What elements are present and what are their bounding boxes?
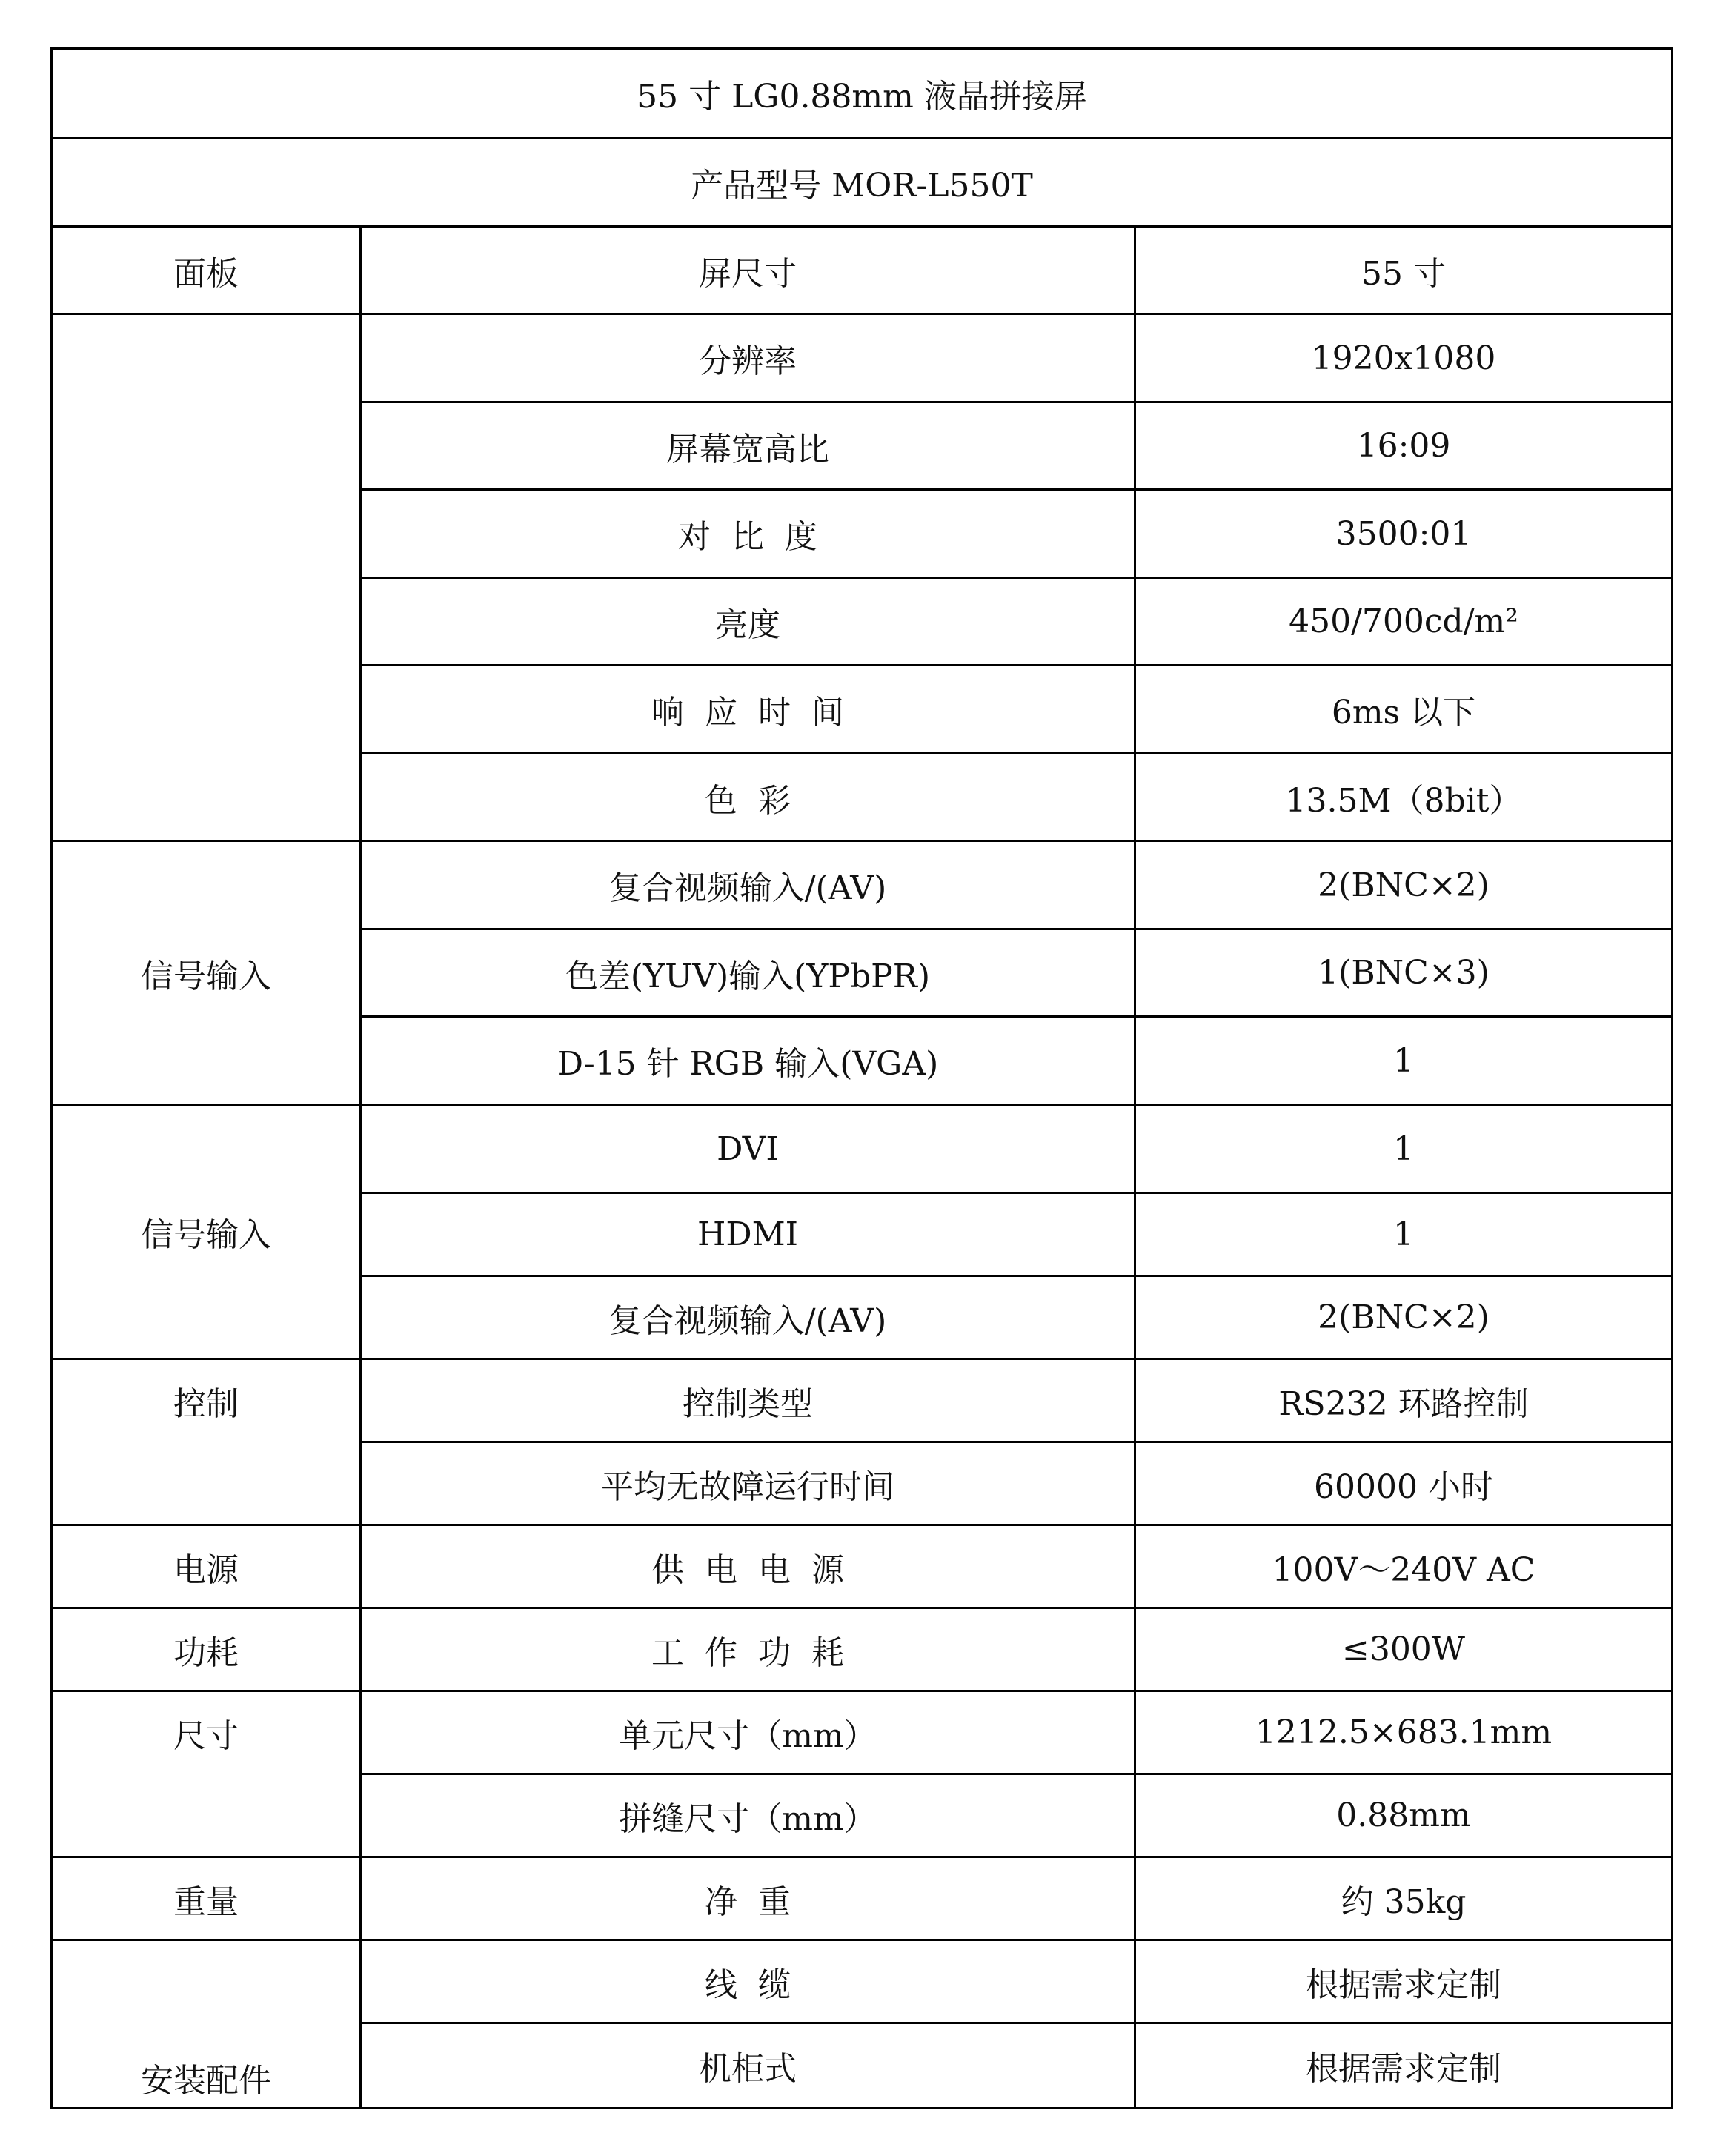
- group-label-signal-input: 信号输入: [141, 957, 271, 995]
- param-value: 0.88mm: [1336, 1797, 1471, 1834]
- param-name: 屏尺寸: [699, 254, 797, 293]
- param-value: ≤300W: [1341, 1631, 1466, 1668]
- param-value: 100V～240V AC: [1272, 1550, 1535, 1589]
- param-name: 复合视频输入/(AV): [608, 1301, 887, 1340]
- param-value: 1: [1393, 1041, 1414, 1080]
- param-name: 对 比 度: [678, 518, 817, 556]
- param-name: 线 缆: [705, 1966, 791, 2004]
- param-value: 16:09: [1356, 427, 1451, 465]
- product-model: 产品型号 MOR-L550T: [691, 167, 1033, 205]
- param-value: 1: [1393, 1130, 1414, 1168]
- param-value: 55 寸: [1361, 254, 1446, 293]
- param-name: 工 作 功 耗: [651, 1633, 844, 1672]
- param-name: 亮度: [715, 606, 780, 644]
- param-name: 平均无故障运行时间: [601, 1467, 894, 1506]
- param-value: 1212.5×683.1mm: [1255, 1714, 1553, 1751]
- param-value: 13.5M（8bit）: [1285, 781, 1522, 820]
- param-value: 450/700cd/m²: [1289, 603, 1518, 640]
- param-name: 拼缝尺寸（mm）: [619, 1800, 877, 1838]
- param-value: 根据需求定制: [1306, 2050, 1501, 2088]
- spec-table: [50, 47, 1673, 2109]
- param-name: 响 应 时 间: [651, 694, 844, 732]
- param-value: 2(BNC×2): [1318, 1298, 1490, 1336]
- group-label-weight: 重量: [173, 1883, 239, 1921]
- param-name: 净 重: [705, 1883, 791, 1921]
- param-value: 60000 小时: [1314, 1467, 1493, 1506]
- param-name: 屏幕宽高比: [666, 430, 829, 468]
- param-name: 控制类型: [683, 1384, 813, 1423]
- param-name: 色 彩: [705, 781, 791, 820]
- param-value: 根据需求定制: [1306, 1966, 1501, 2004]
- group-label-signal-input: 信号输入: [141, 1216, 271, 1254]
- param-value: RS232 环路控制: [1278, 1384, 1529, 1423]
- param-value: 约 35kg: [1341, 1883, 1467, 1921]
- param-name: 机柜式: [699, 2050, 797, 2088]
- param-name: D-15 针 RGB 输入(VGA): [557, 1045, 939, 1083]
- param-name: HDMI: [697, 1215, 799, 1253]
- param-name: 复合视频输入/(AV): [608, 869, 887, 907]
- group-label-panel: 面板: [173, 254, 239, 293]
- group-label-size: 尺寸: [173, 1716, 239, 1755]
- param-name: 分辨率: [699, 342, 797, 380]
- param-value: 1: [1393, 1215, 1414, 1253]
- param-value: 2(BNC×2): [1318, 866, 1490, 904]
- group-label-control: 控制: [173, 1384, 239, 1423]
- param-value: 1(BNC×3): [1318, 954, 1490, 992]
- param-name: 色差(YUV)输入(YPbPR): [565, 957, 931, 995]
- group-label-accessories: 安装配件: [141, 2062, 271, 2100]
- param-value: 1920x1080: [1311, 339, 1496, 377]
- param-name: DVI: [717, 1130, 779, 1168]
- param-value: 6ms 以下: [1331, 694, 1476, 732]
- param-value: 3500:01: [1335, 514, 1472, 553]
- group-label-consumption: 功耗: [173, 1633, 239, 1672]
- group-label-power: 电源: [173, 1550, 239, 1589]
- param-name: 单元尺寸（mm）: [619, 1716, 877, 1755]
- param-name: 供 电 电 源: [651, 1550, 844, 1589]
- table-title: 55 寸 LG0.88mm 液晶拼接屏: [637, 78, 1087, 116]
